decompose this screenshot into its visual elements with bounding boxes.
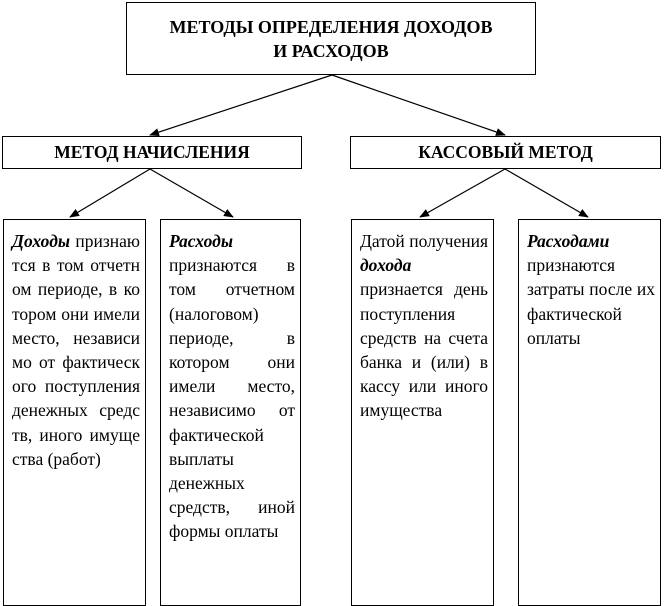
accrual-expenses-box [160,219,301,606]
cash-income-emph: дохода [360,255,412,276]
accrual-income-lead: Доходы [12,231,71,251]
accrual-income-text: признаются в том отчетном периоде, в котором они имели место, независимо от фактического поступления денежных средств, иного имущества (работ) [12,231,140,469]
cash-expenses-text: признаются затраты после их фактической оплаты [527,255,655,348]
cash-method-label: КАССОВЫЙ МЕТОД [418,142,593,162]
title-box [126,2,536,75]
arrow-cash-to-income [420,169,505,217]
cash-income-post: признается день поступления средств на счета банка и (или) в кассу или иного имущества [360,279,488,421]
arrow-cash-to-expenses [505,169,588,217]
cash-income-pre: Датой получения [360,231,488,251]
title-line-2: И РАСХОДОВ [273,40,389,61]
cash-expenses-box [518,219,661,606]
title-line-1: МЕТОДЫ ОПРЕДЕЛЕНИЯ ДОХОДОВ [169,16,493,37]
cash-expenses-lead: Расходами [527,231,610,251]
cash-method-box [350,136,661,169]
arrow-title-to-accrual [150,75,332,135]
accrual-expenses-lead: Расходы [169,231,233,251]
accrual-income-box [3,219,146,606]
accrual-method-label: МЕТОД НАЧИСЛЕНИЯ [54,142,250,162]
accrual-method-box [2,136,302,169]
accrual-expenses-text: признаются в том отчетном (налоговом) периоде, в котором они имели место, независимо от фактической выплаты денежных средств, иной формы оплаты [169,255,295,542]
arrow-title-to-cash [332,75,505,135]
cash-income-box [351,219,494,606]
arrow-accrual-to-income [70,169,150,217]
arrow-accrual-to-expenses [150,169,233,217]
